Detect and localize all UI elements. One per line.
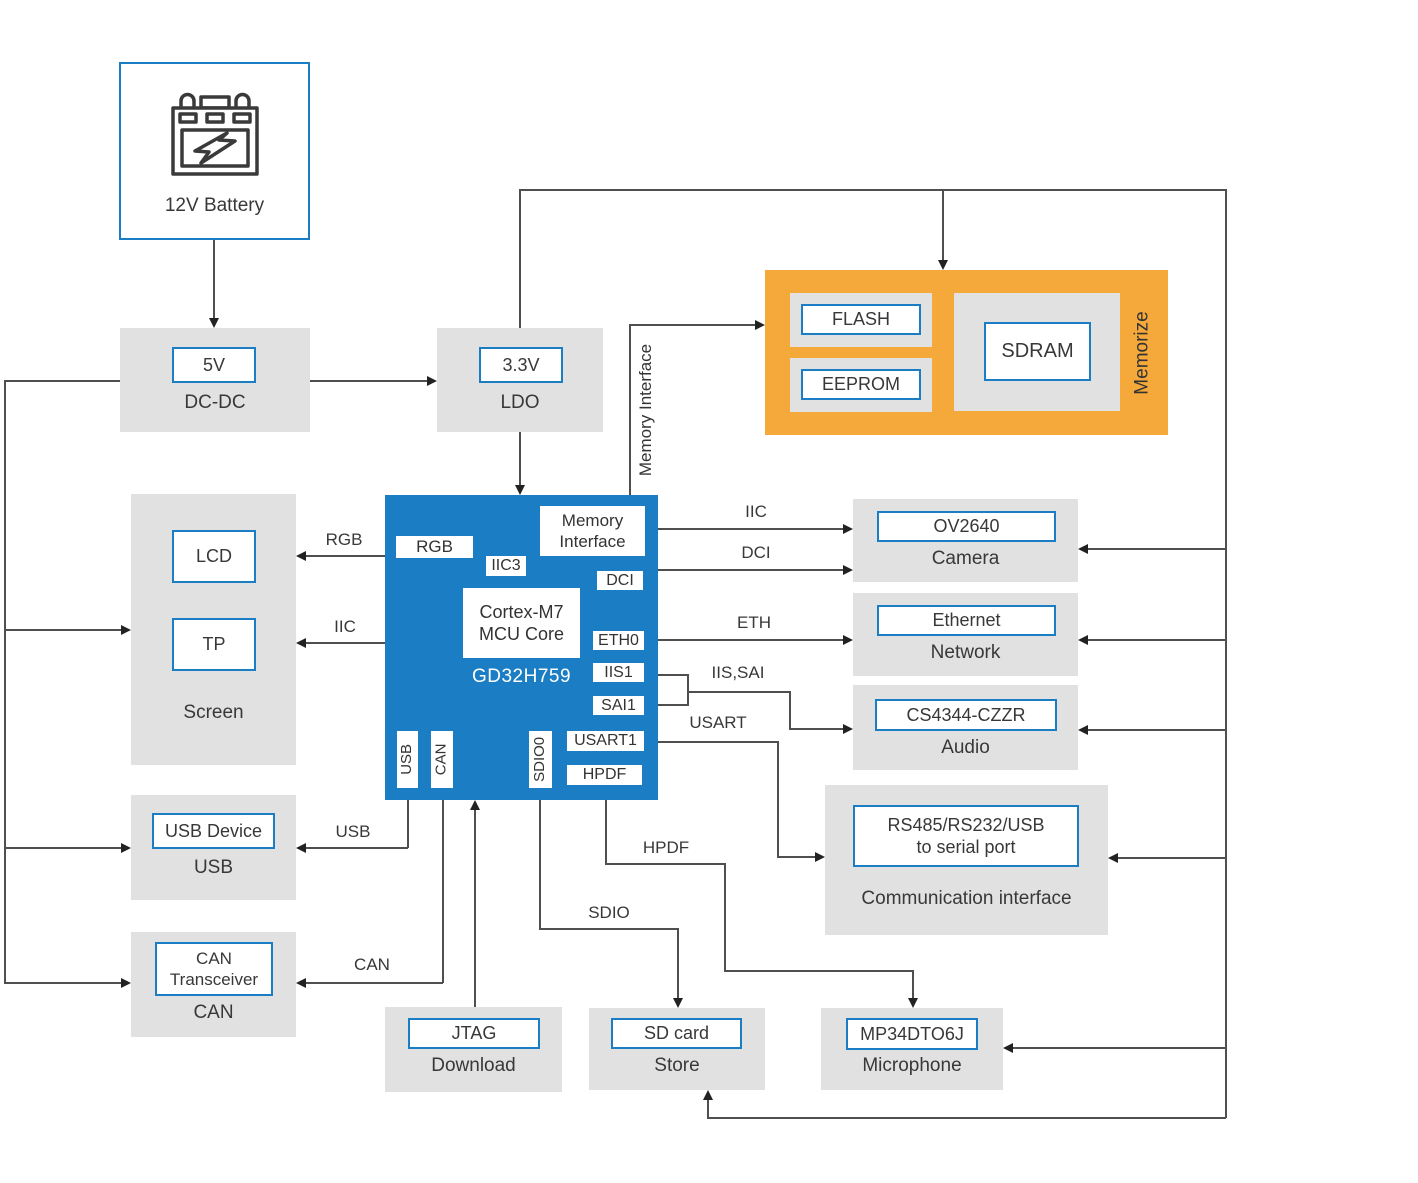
mcu-port-usart1: USART1 — [567, 731, 644, 751]
arrowhead — [209, 318, 219, 328]
can-transceiver-chip — [155, 942, 273, 996]
ldo-33v-chip — [479, 347, 563, 383]
mcu-port-can-text: CAN — [432, 743, 450, 776]
wire-segment — [539, 800, 541, 929]
eeprom-text: EEPROM — [821, 374, 900, 395]
arrowhead — [515, 485, 525, 495]
microphone-chip-text: MP34DTO6J — [860, 1023, 964, 1044]
wire-segment — [687, 674, 689, 706]
memorize-label — [1117, 270, 1168, 435]
battery-label: 12V Battery — [164, 195, 265, 216]
sd-card-chip — [611, 1018, 742, 1049]
flash-text: FLASH — [831, 309, 891, 330]
store-label: Store — [654, 1055, 700, 1076]
wire-label-rgb: RGB — [325, 530, 363, 549]
wire-label-usart: USART — [689, 713, 747, 732]
arrowhead — [938, 260, 948, 270]
wire-segment — [407, 800, 409, 848]
serial-port-text-line1: RS485/RS232/USB — [887, 814, 1045, 835]
wire-label-usb: USB — [335, 822, 371, 841]
arrowhead — [296, 638, 306, 648]
wire-label-iis-sai: IIS,SAI — [711, 663, 765, 682]
wire-segment — [310, 380, 429, 382]
wire-segment — [658, 741, 778, 743]
wire-label-dci: DCI — [741, 543, 771, 562]
wire-segment — [605, 863, 726, 865]
mcu-port-usb — [397, 731, 418, 788]
wire-segment — [658, 674, 689, 676]
wire-segment — [1086, 639, 1225, 641]
arrowhead — [1078, 635, 1088, 645]
arrowhead — [815, 852, 825, 862]
wire-segment — [707, 1100, 709, 1117]
sdram-text: SDRAM — [1001, 340, 1074, 362]
wire-label-hpdf: HPDF — [642, 838, 690, 857]
arrowhead — [703, 1090, 713, 1100]
arrowhead — [843, 565, 853, 575]
microphone-chip — [846, 1018, 978, 1050]
arrowhead — [121, 625, 131, 635]
network-label: Network — [930, 642, 1001, 663]
microphone-label: Microphone — [862, 1055, 962, 1076]
sdram-group — [954, 293, 1120, 411]
battery-icon — [165, 88, 265, 189]
mcu-port-memory-interface: Memory Interface — [540, 506, 645, 556]
wire-segment — [658, 528, 845, 530]
comm-block — [825, 785, 1108, 935]
usb-device-text: USB Device — [164, 820, 263, 841]
mcu-port-eth0: ETH0 — [593, 631, 644, 650]
arrowhead — [121, 978, 131, 988]
wire-segment — [658, 639, 845, 641]
mcu-port-iic3: IIC3 — [486, 556, 526, 576]
can-label: CAN — [193, 1002, 234, 1023]
ldo-label: LDO — [500, 392, 540, 413]
wire-label-memory-interface — [624, 330, 668, 490]
mcu-port-sdio0 — [529, 731, 552, 788]
mcu-port-sdio0-text: SDIO0 — [531, 736, 549, 783]
arrowhead — [1078, 725, 1088, 735]
mcu-port-rgb: RGB — [396, 536, 473, 558]
can-block — [131, 932, 296, 1037]
arrowhead — [843, 635, 853, 645]
camera-block — [853, 499, 1078, 582]
audio-block — [853, 685, 1078, 770]
wire-segment — [519, 189, 1226, 191]
wire-segment — [539, 928, 679, 930]
arrowhead — [296, 843, 306, 853]
lcd-text: LCD — [195, 546, 232, 567]
tp-chip — [172, 618, 256, 671]
arrowhead — [673, 998, 683, 1008]
wire-segment — [942, 190, 944, 262]
serial-port-text-line2: to serial port — [916, 837, 1016, 857]
mcu-port-dci: DCI — [597, 571, 643, 590]
wire-segment — [4, 982, 123, 984]
lcd-chip — [172, 530, 256, 583]
wire-segment — [1116, 857, 1225, 859]
camera-label: Camera — [931, 548, 1000, 569]
wire-segment — [1086, 729, 1225, 731]
arrowhead — [908, 998, 918, 1008]
arrowhead — [427, 376, 437, 386]
arrowhead — [1003, 1043, 1013, 1053]
camera-chip-text: OV2640 — [933, 516, 1000, 537]
microphone-block — [821, 1008, 1003, 1090]
memorize-block — [765, 270, 1168, 435]
wire-segment — [1011, 1047, 1225, 1049]
wire-segment — [304, 982, 443, 984]
flash-chip — [801, 304, 921, 335]
wire-label-sdio: SDIO — [588, 903, 630, 922]
wire-segment — [4, 847, 123, 849]
wire-segment — [442, 800, 444, 983]
wire-segment — [789, 728, 845, 730]
wire-segment — [789, 691, 791, 729]
can-transceiver-text: CAN Transceiver — [169, 948, 259, 989]
mcu-port-sai1: SAI1 — [593, 696, 644, 715]
arrowhead — [843, 524, 853, 534]
audio-chip — [875, 699, 1057, 731]
arrowhead — [1078, 544, 1088, 554]
mcu-port-can — [431, 731, 453, 788]
wire-segment — [605, 800, 607, 864]
ethernet-text: Ethernet — [932, 610, 1001, 631]
ldo-33v-text: 3.3V — [502, 354, 540, 375]
wire-segment — [4, 629, 123, 631]
wire-segment — [777, 741, 779, 857]
wire-segment — [4, 380, 120, 382]
wire-segment — [777, 856, 817, 858]
memorize-label-text: Memorize — [1131, 310, 1153, 395]
mcu-port-hpdf: HPDF — [567, 765, 642, 785]
download-block — [385, 1007, 562, 1092]
usb-label: USB — [193, 857, 234, 878]
eeprom-group — [790, 358, 932, 412]
arrowhead — [470, 800, 480, 810]
arrowhead — [296, 978, 306, 988]
screen-block — [131, 494, 296, 765]
wire-segment — [687, 691, 790, 693]
mcu-port-usb-text: USB — [398, 744, 416, 775]
arrowhead — [1108, 853, 1118, 863]
wire-segment — [304, 555, 385, 557]
wire-segment — [4, 380, 6, 984]
wire-segment — [1086, 548, 1225, 550]
wire-segment — [677, 928, 679, 1000]
arrowhead — [755, 320, 765, 330]
wire-label-can: CAN — [354, 955, 390, 974]
sdram-chip — [984, 322, 1091, 381]
download-label: Download — [431, 1055, 516, 1076]
sd-card-text: SD card — [643, 1023, 710, 1044]
wire-label-memory-interface-text: Memory Interface — [636, 343, 656, 477]
comm-label: Communication interface — [861, 888, 1072, 909]
wire-segment — [1225, 189, 1227, 1118]
jtag-text: JTAG — [451, 1023, 497, 1044]
mcu-port-iis1: IIS1 — [593, 663, 644, 682]
jtag-chip — [408, 1018, 540, 1049]
battery-block — [119, 62, 310, 240]
wire-label-iic-screen: IIC — [334, 617, 356, 636]
wire-segment — [519, 190, 521, 328]
mcu-part-number: GD32H759 — [471, 666, 572, 687]
wire-segment — [912, 970, 914, 1000]
camera-chip — [877, 511, 1056, 542]
network-block — [853, 593, 1078, 676]
serial-port-chip — [853, 805, 1079, 867]
wire-segment — [724, 863, 726, 971]
wire-segment — [304, 642, 385, 644]
dcdc-label: DC-DC — [184, 392, 246, 413]
arrowhead — [121, 843, 131, 853]
wire-segment — [658, 704, 689, 706]
wire-label-iic-camera: IIC — [745, 502, 767, 521]
wire-segment — [629, 324, 756, 326]
wire-segment — [213, 240, 215, 320]
wire-segment — [474, 808, 476, 1007]
audio-chip-text: CS4344-CZZR — [906, 704, 1026, 725]
arrowhead — [843, 724, 853, 734]
wire-segment — [519, 432, 521, 487]
dcdc-block — [120, 328, 310, 432]
arrowhead — [296, 551, 306, 561]
wire-segment — [304, 847, 408, 849]
usb-block — [131, 795, 296, 900]
ethernet-chip — [877, 605, 1056, 636]
wire-segment — [658, 569, 845, 571]
screen-label: Screen — [183, 702, 244, 723]
dcdc-5v-text: 5V — [202, 354, 226, 375]
wire-segment — [707, 1117, 1226, 1119]
ldo-block — [437, 328, 603, 432]
dcdc-5v-chip — [172, 347, 256, 383]
tp-text: TP — [202, 634, 226, 655]
wire-segment — [724, 970, 914, 972]
mcu-core: Cortex-M7 MCU Core — [463, 588, 580, 658]
usb-device-chip — [152, 813, 275, 849]
wire-label-eth: ETH — [737, 613, 771, 632]
eeprom-chip — [801, 369, 921, 400]
store-block — [589, 1008, 765, 1090]
audio-label: Audio — [941, 737, 990, 758]
mcu-block — [385, 495, 658, 800]
flash-group — [790, 293, 932, 347]
